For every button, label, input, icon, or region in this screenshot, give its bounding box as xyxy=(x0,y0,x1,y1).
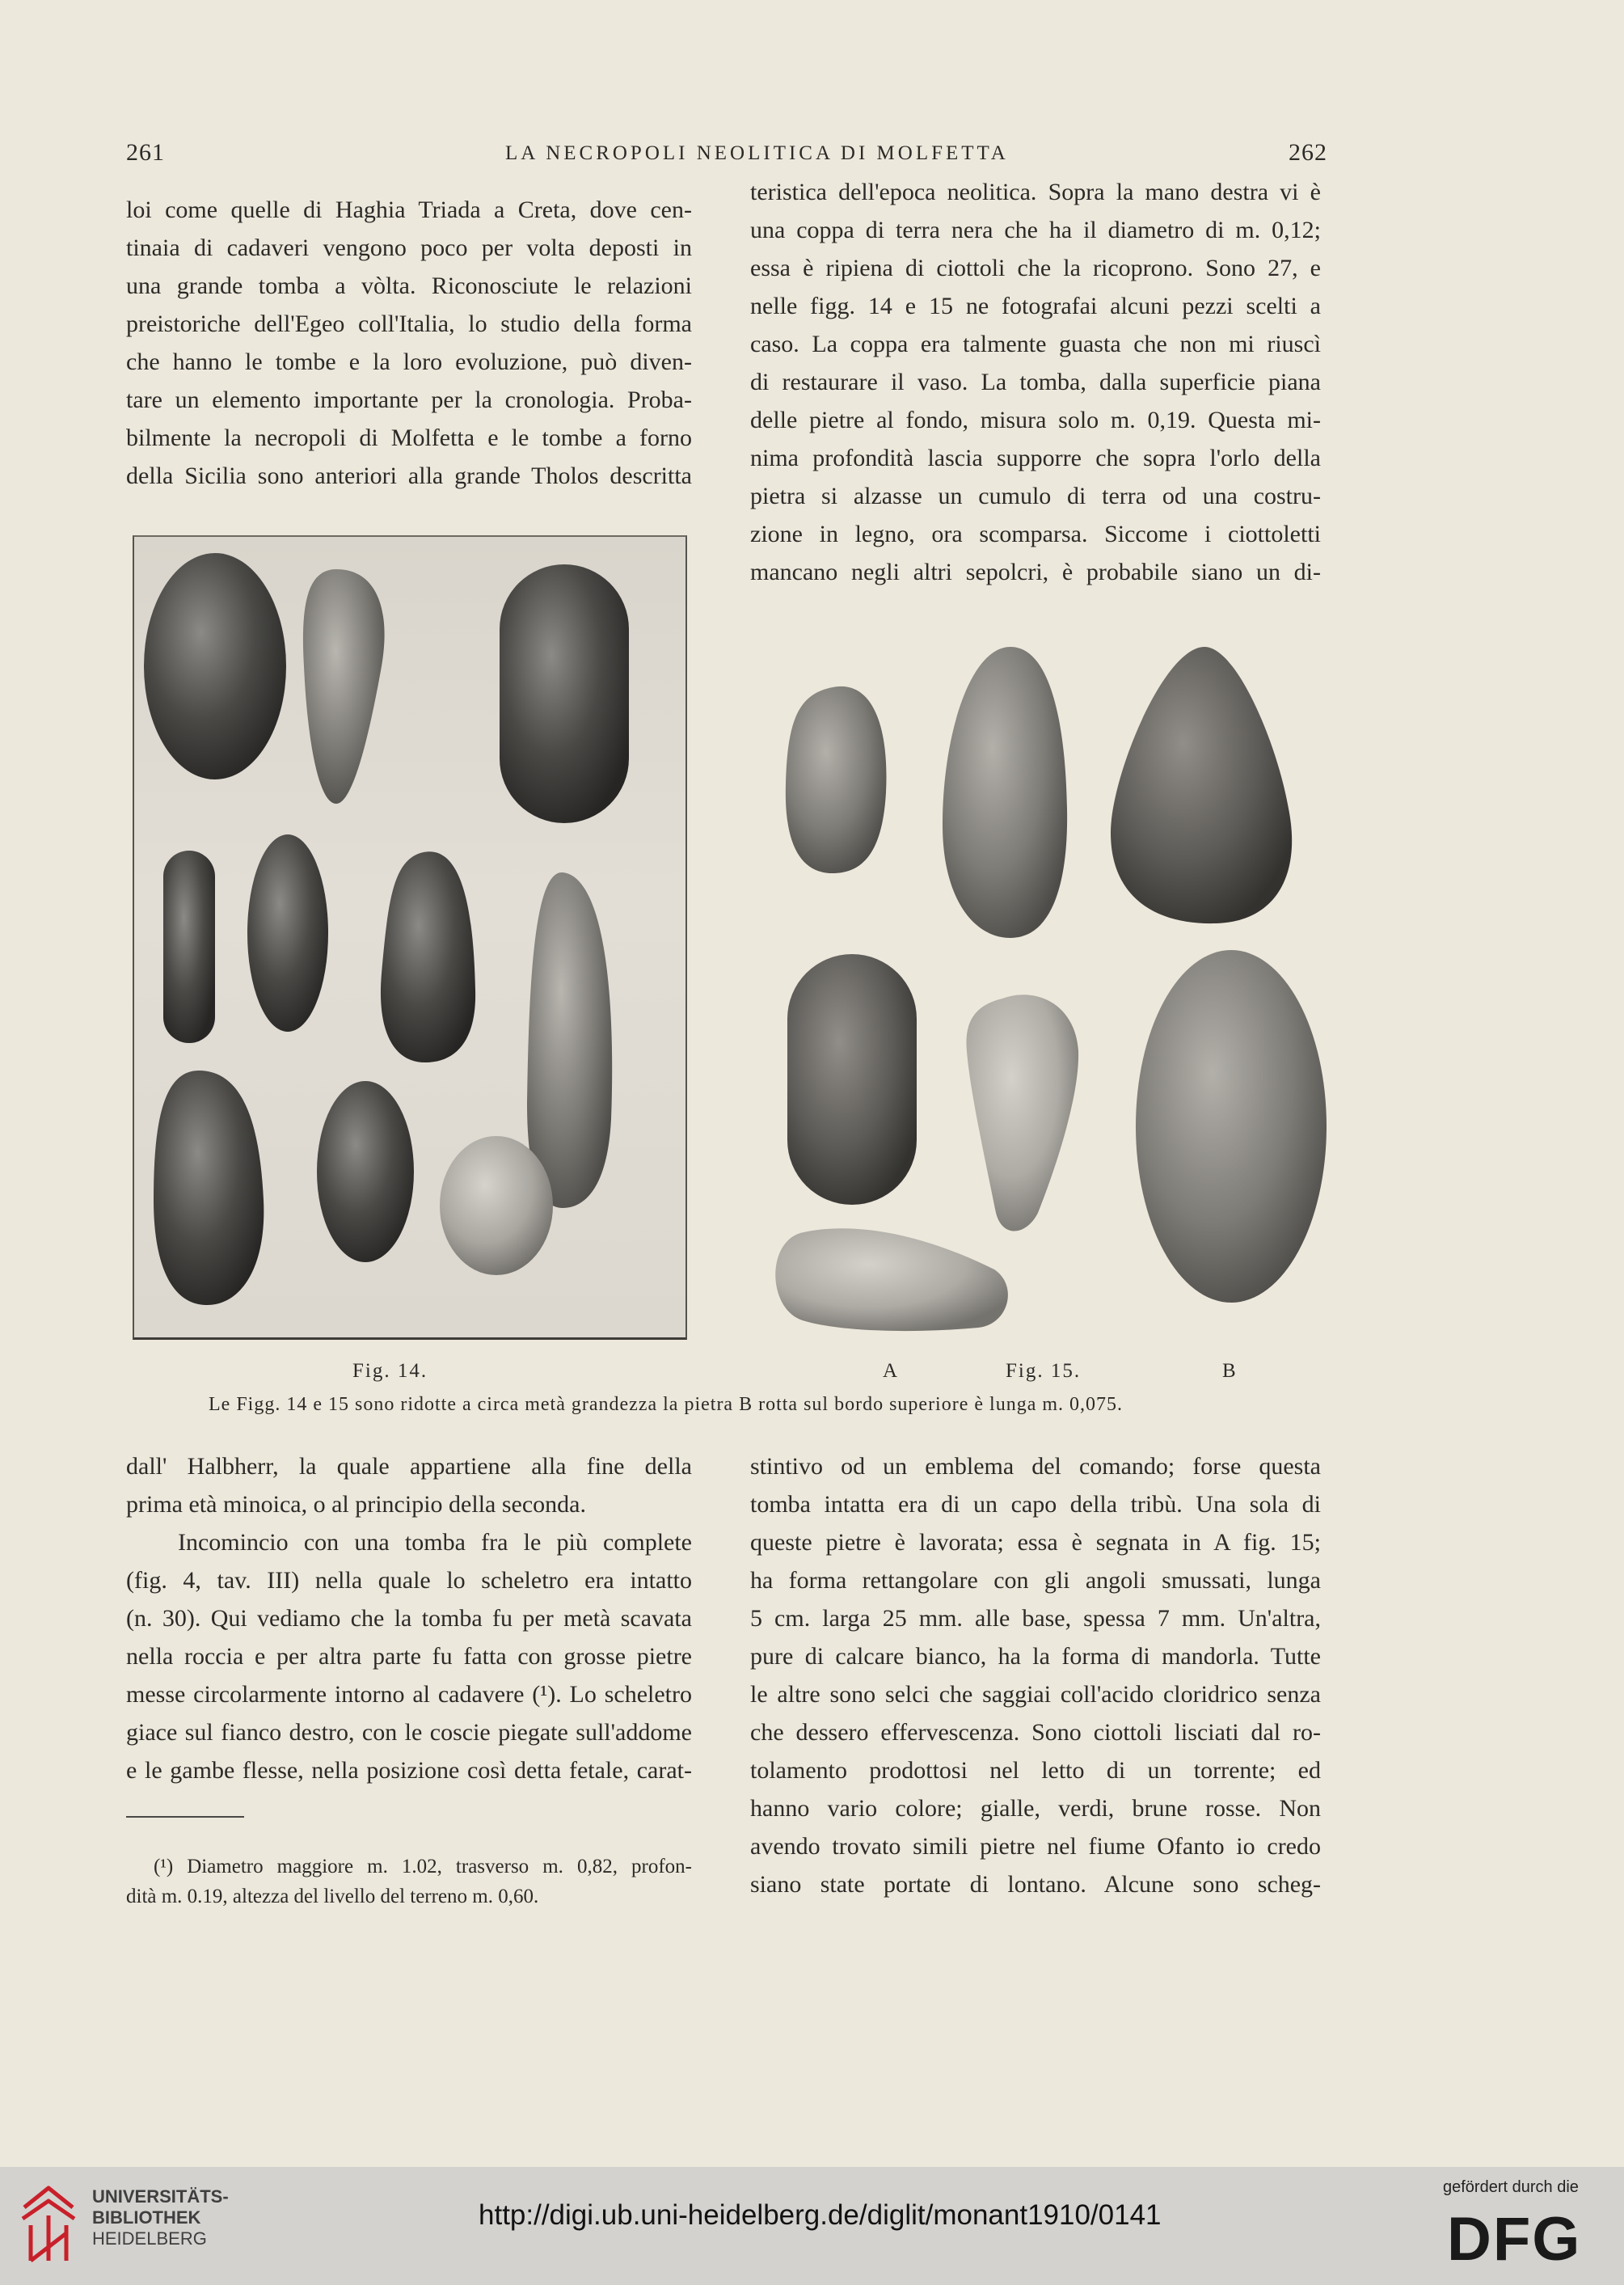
text-line: tolamento prodottosi nel letto di un torrente; ed xyxy=(750,1757,1321,1784)
running-title: LA NECROPOLI NEOLITICA DI MOLFETTA xyxy=(505,142,1009,164)
text-line: bilmente la necropoli di Molfetta e le tombe a forno xyxy=(126,424,692,451)
text-line: preistoriche dell'Egeo coll'Italia, lo studio della forma xyxy=(126,310,692,337)
upper-left-column xyxy=(126,191,692,495)
text-line: che dessero effervescenza. Sono ciottoli lisciati dal ro- xyxy=(750,1719,1321,1746)
page-number-right: 262 xyxy=(1289,139,1327,166)
text-line: le altre sono selci che saggiai coll'acido cloridrico senza xyxy=(750,1681,1321,1708)
text-line: hanno vario colore; gialle, verdi, brune rosse. Non xyxy=(750,1795,1321,1822)
university-library-logo-icon xyxy=(16,2183,84,2267)
permalink-url[interactable]: http://digi.ub.uni-heidelberg.de/diglit/monant1910/0141 xyxy=(479,2199,1162,2231)
lower-right-column xyxy=(750,1447,1321,1903)
pebble xyxy=(500,564,629,823)
pebble xyxy=(1136,950,1327,1303)
figure-caption: Le Figg. 14 e 15 sono ridotte a circa metà grandezza la pietra B rotta sul bordo superiore è lunga m. 0,075. xyxy=(209,1394,1124,1415)
text-line: avendo trovato simili pietre nel fiume Ofanto io credo xyxy=(750,1833,1321,1860)
text-line: pietra si alzasse un cumulo di terra od una costru- xyxy=(750,483,1321,509)
upper-right-column xyxy=(750,173,1321,591)
text-line: siano state portate di lontano. Alcune sono scheg- xyxy=(750,1871,1321,1898)
text-line: tinaia di cadaveri vengono poco per volta deposti in xyxy=(126,234,692,261)
text-line: mancano negli altri sepolcri, è probabile siano un di- xyxy=(750,559,1321,585)
text-line: dall' Halbherr, la quale appartiene alla fine della xyxy=(126,1453,692,1480)
text-line: di restaurare il vaso. La tomba, dalla superficie piana xyxy=(750,369,1321,395)
text-line: della Sicilia sono anteriori alla grande Tholos descritta xyxy=(126,462,692,489)
figure-15-pebbles xyxy=(752,631,1334,1334)
text-line: nella roccia e per altra parte fu fatta con grosse pietre xyxy=(126,1643,692,1670)
text-line: tomba intatta era di un capo della tribù. Una sola di xyxy=(750,1491,1321,1518)
library-name xyxy=(92,2186,229,2249)
library-name-line: UNIVERSITÄTS- xyxy=(92,2186,229,2207)
text-line: caso. La coppa era talmente guasta che non mi riuscì xyxy=(750,331,1321,357)
pebble xyxy=(1111,647,1292,923)
pebble xyxy=(527,872,612,1208)
pebble xyxy=(303,569,385,804)
text-line: messe circolarmente intorno al cadavere (¹). Lo scheletro xyxy=(126,1681,692,1708)
figure-14-label: Fig. 14. xyxy=(352,1360,428,1382)
text-line: giace sul fianco destro, con le coscie piegate sull'addome xyxy=(126,1719,692,1746)
pebble xyxy=(317,1081,414,1262)
text-line: essa è ripiena di ciottoli che la ricoprono. Sono 27, e xyxy=(750,255,1321,281)
pebble xyxy=(154,1071,264,1305)
text-line: nelle figg. 14 e 15 ne fotografai alcuni pezzi scelti a xyxy=(750,293,1321,319)
text-line: Incomincio con una tomba fra le più complete xyxy=(178,1529,692,1556)
text-line: una coppa di terra nera che ha il diametro di m. 0,12; xyxy=(750,217,1321,243)
text-line: queste pietre è lavorata; essa è segnata in A fig. 15; xyxy=(750,1529,1321,1556)
text-line: (n. 30). Qui vediamo che la tomba fu per metà scavata xyxy=(126,1605,692,1632)
figure-label-a: A xyxy=(883,1360,900,1382)
text-line: prima età minoica, o al principio della seconda. xyxy=(126,1491,586,1518)
footnote xyxy=(126,1852,692,1911)
figure-14-photo xyxy=(133,535,687,1340)
footnote-line: (¹) Diametro maggiore m. 1.02, trasverso m. 0,82, profon- xyxy=(154,1856,692,1877)
pebble xyxy=(943,647,1067,938)
pebble xyxy=(144,553,286,779)
figure-15-label: Fig. 15. xyxy=(1006,1360,1082,1382)
pebble xyxy=(163,851,215,1043)
footnote-line: dità m. 0.19, altezza del livello del terreno m. 0,60. xyxy=(126,1886,539,1907)
text-line: tare un elemento importante per la cronologia. Proba- xyxy=(126,386,692,413)
dfg-logo: DFG xyxy=(1447,2205,1582,2274)
text-line: stintivo od un emblema del comando; forse questa xyxy=(750,1453,1321,1480)
figure-14-pebbles xyxy=(134,537,685,1337)
pebble xyxy=(786,686,887,873)
text-line: una grande tomba a vòlta. Riconosciute le relazioni xyxy=(126,272,692,299)
page-number-left: 261 xyxy=(126,139,165,166)
text-line: e le gambe flesse, nella posizione così detta fetale, carat- xyxy=(126,1757,692,1784)
text-line: zione in legno, ora scomparsa. Siccome i ciottoletti xyxy=(750,521,1321,547)
text-line: delle pietre al fondo, misura solo m. 0,19. Questa mi- xyxy=(750,407,1321,433)
figure-15-photo xyxy=(752,631,1334,1334)
funding-caption: gefördert durch die xyxy=(1443,2178,1579,2196)
text-line: loi come quelle di Haghia Triada a Creta, dove cen- xyxy=(126,196,692,223)
text-line: che hanno le tombe e la loro evoluzione, può diven- xyxy=(126,348,692,375)
text-line: 5 cm. larga 25 mm. alle base, spessa 7 mm. Un'altra, xyxy=(750,1605,1321,1632)
pebble xyxy=(381,851,475,1062)
text-line: ha forma rettangolare con gli angoli smussati, lunga xyxy=(750,1567,1321,1594)
text-line: pure di calcare bianco, ha la forma di mandorla. Tutte xyxy=(750,1643,1321,1670)
text-line: (fig. 4, tav. III) nella quale lo scheletro era intatto xyxy=(126,1567,692,1594)
pebble xyxy=(966,995,1078,1231)
pebble xyxy=(787,954,917,1205)
library-name-line: BIBLIOTHEK xyxy=(92,2207,201,2228)
figure-label-b: B xyxy=(1222,1360,1238,1382)
library-name-line: HEIDELBERG xyxy=(92,2228,207,2249)
lower-left-column xyxy=(126,1447,692,1789)
pebble xyxy=(775,1228,1008,1331)
text-line: nima profondità lascia supporre che sopra l'orlo della xyxy=(750,445,1321,471)
footnote-divider xyxy=(126,1816,244,1818)
text-line: teristica dell'epoca neolitica. Sopra la mano destra vi è xyxy=(750,179,1321,205)
pebble xyxy=(440,1136,553,1275)
pebble xyxy=(247,834,328,1032)
